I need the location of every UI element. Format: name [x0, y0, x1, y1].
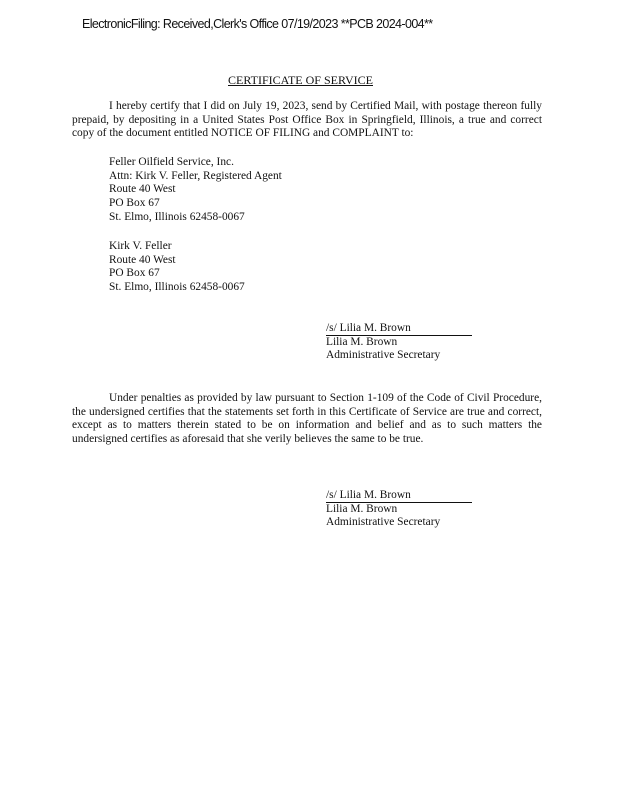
- signer-name: Lilia M. Brown: [326, 335, 398, 348]
- address-line: St. Elmo, Illinois 62458-0067: [109, 281, 245, 294]
- address-line: Route 40 West: [109, 183, 176, 196]
- address-line: Feller Oilfield Service, Inc.: [109, 156, 234, 168]
- signature-block: [326, 322, 472, 363]
- signer-title: Administrative Secretary: [326, 516, 441, 529]
- signature-line: /s/ Lilia M. Brown: [326, 322, 472, 336]
- address-line: PO Box 67: [109, 267, 160, 280]
- address-line: Attn: Kirk V. Feller, Registered Agent: [109, 169, 282, 182]
- address-line: Route 40 West: [109, 253, 176, 266]
- signer-name: Lilia M. Brown: [326, 502, 398, 515]
- address-line: Kirk V. Feller: [109, 240, 172, 252]
- signature-block: [326, 489, 472, 530]
- signature-line: /s/ Lilia M. Brown: [326, 489, 472, 503]
- electronic-filing-stamp: ElectronicFiling: Received,Clerk's Office 07/19/2023 **PCB 2024-004**: [82, 17, 433, 31]
- penalty-verification-paragraph: Under penalties as provided by law pursuant to Section 1-109 of the Code of Civil Procedure, the undersigned certifies that the statements set forth in this Certificate of Service are true and correct, except as to matters therein stated to be on information and belief and as to such matters the undersigned certifies as aforesaid that she verily believes the same to be true.: [72, 392, 542, 446]
- certification-paragraph: I hereby certify that I did on July 19, 2023, send by Certified Mail, with postage thereon fully prepaid, by depositing in a United States Post Office Box in Springfield, Illinois, a true and correct copy of the document entitled NOTICE OF FILING and COMPLAINT to:: [72, 100, 542, 140]
- recipient-address-block: [109, 240, 245, 295]
- signer-title: Administrative Secretary: [326, 349, 441, 362]
- document-title: CERTIFICATE OF SERVICE: [228, 73, 373, 87]
- address-line: PO Box 67: [109, 197, 160, 210]
- address-line: St. Elmo, Illinois 62458-0067: [109, 210, 245, 223]
- recipient-address-block: [109, 156, 282, 225]
